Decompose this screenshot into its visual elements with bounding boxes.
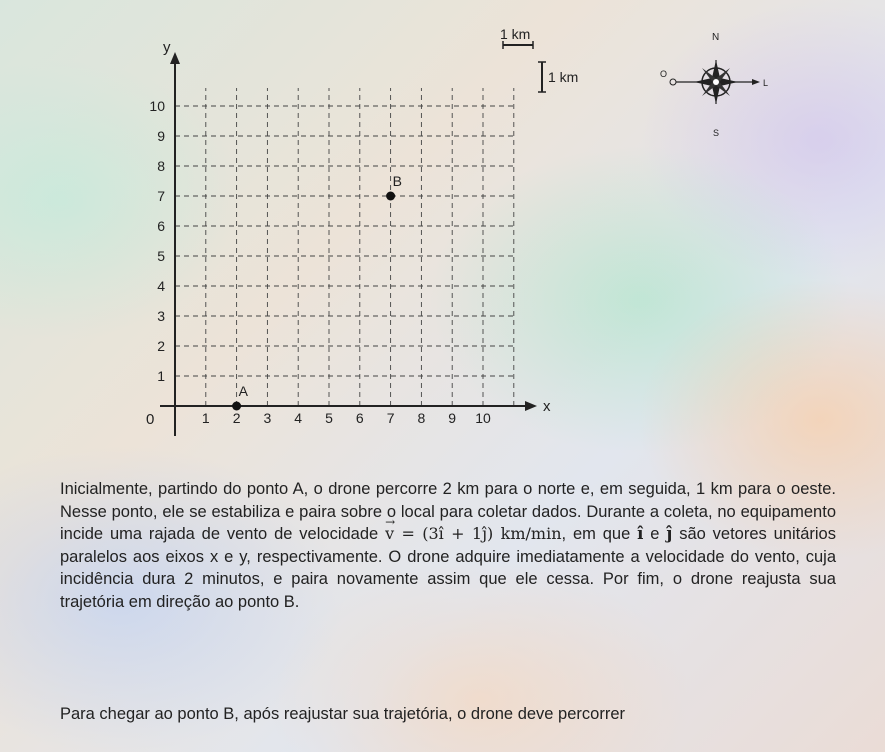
y-tick-labels [149,98,165,384]
scale-label-vertical: 1 km [548,69,579,85]
compass-rose [660,20,780,145]
x-tick-label: 5 [325,410,333,426]
compass-east-arrow [752,79,760,85]
statement-mid: , em que [561,525,638,543]
point-a-marker [232,402,241,411]
x-tick-label: 7 [386,410,395,426]
compass-east-label: L [763,78,769,88]
y-tick-label: 6 [157,218,165,234]
y-tick-label: 4 [157,278,165,294]
y-tick-label: 5 [157,248,165,264]
y-tick-label: 10 [149,98,165,114]
question-text: Para chegar ao ponto B, após reajustar sua trajetória, o drone deve percorrer [60,705,625,723]
compass-north-label: N [712,32,720,43]
y-axis-arrow [170,52,180,64]
y-tick-label: 7 [157,188,165,204]
x-tick-label: 4 [294,410,303,426]
point-a-label: A [238,383,248,399]
x-tick-label: 6 [355,410,364,426]
point-b-marker [386,192,395,201]
x-axis-label: x [543,398,551,415]
y-axis-label: y [163,39,171,56]
unit-vector-i: î [637,524,644,543]
compass-west-label: O [660,69,668,79]
grid-lines [175,88,514,406]
x-tick-label: 1 [201,410,210,426]
scale-label-horizontal: 1 km [500,26,531,42]
compass-south-label: S [713,128,720,138]
y-tick-label: 3 [157,308,165,324]
statement-intro: Inicialmente, partindo do ponto A, o drone percorre 2 km para o norte e, em seguida, 1 km para o oeste. Nesse ponto, ele se estabiliza e paira sobre o local para coletar dados. Durante a coleta, no equipamento incide uma rajada de vento de velocidade [60,480,836,543]
scale-bar-vertical [538,62,578,92]
y-tick-label: 2 [157,338,165,354]
y-tick-label: 8 [157,158,165,174]
statement-rest: são vetores unitários paralelos aos eixos x e y, respectivamente. O drone adquire imediatamente a velocidade do vento, cuja incidência dura 2 minutos, e paira novamente assim que ele cessa. Por fim, o drone reajusta sua trajetória em direção ao ponto B. [60,525,836,611]
x-tick-labels [202,410,491,426]
wind-velocity-equation [385,524,561,543]
x-axis-arrow [525,401,537,411]
x-tick-label: 9 [448,410,457,426]
points [232,173,402,411]
origin-label: 0 [146,411,155,428]
compass-west-marker [670,79,676,85]
vector-v-symbol: → v [385,523,394,546]
x-tick-label: 10 [475,410,491,426]
vector-equation-rhs: = (3î + 1ĵ) km/min [401,524,562,543]
problem-statement [60,478,836,613]
y-tick-label: 1 [157,368,165,384]
x-tick-label: 8 [417,410,426,426]
point-b-label: B [392,173,402,189]
scale-bar-horizontal [500,26,533,49]
statement-and: e [643,525,667,543]
x-tick-label: 2 [232,410,241,426]
x-tick-label: 3 [263,410,272,426]
unit-vector-j: ĵ [666,524,673,543]
coordinate-grid-diagram [0,0,620,460]
compass-star-icon [694,60,738,104]
y-tick-label: 9 [157,128,165,144]
